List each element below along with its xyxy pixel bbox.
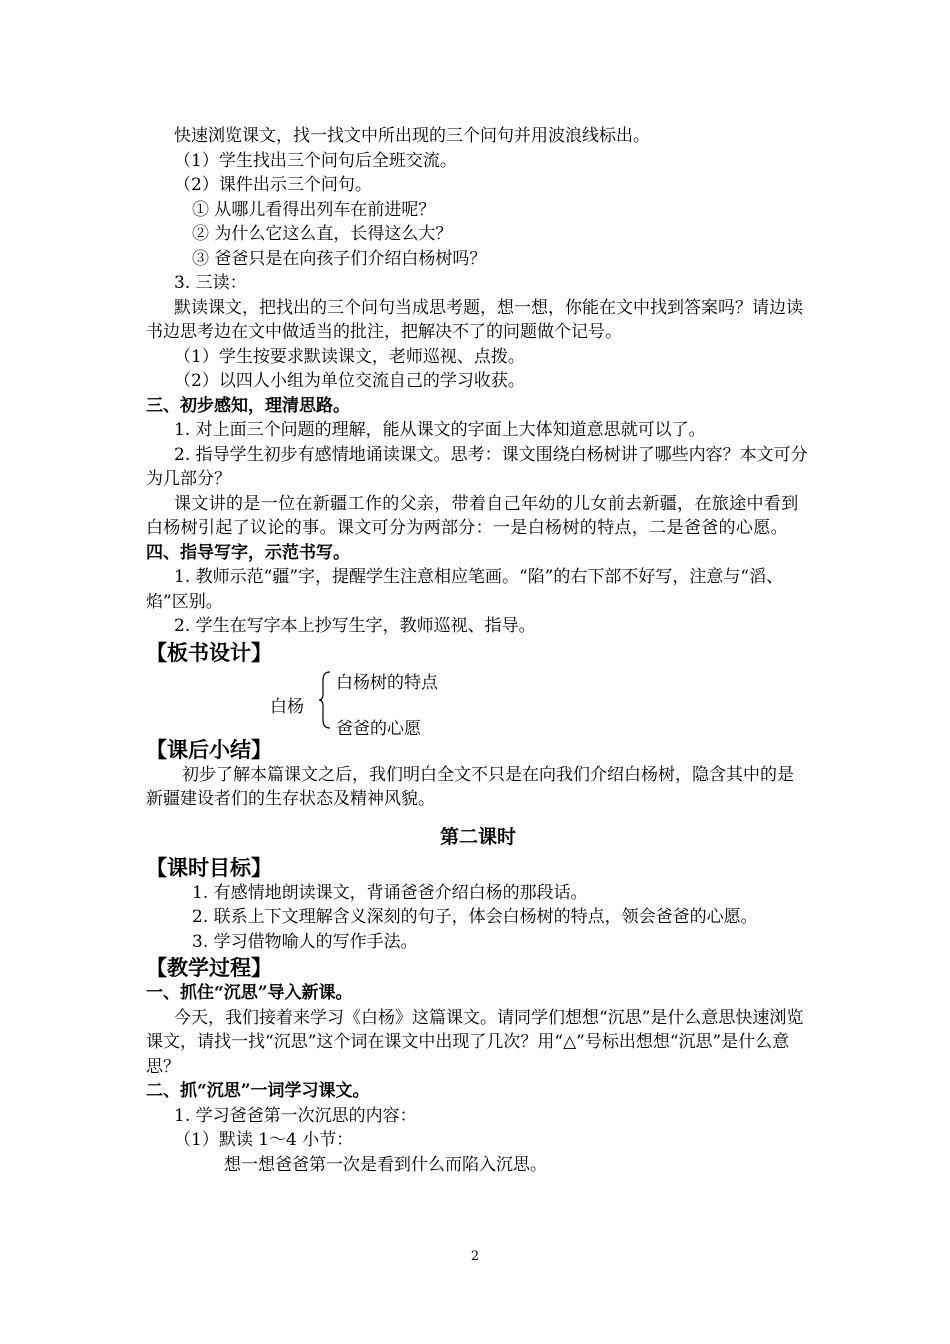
board-point: 爸爸的心愿: [336, 718, 421, 739]
section-title-goals: 【课时目标】: [146, 854, 272, 880]
section-heading: 一、抓住“沉思”导入新课。: [146, 983, 353, 1003]
board-design: [146, 666, 810, 739]
section-heading: 四、指导写字，示范书写。: [146, 542, 350, 563]
lesson-title: 第二课时: [439, 825, 516, 848]
paragraph: 初步了解本篇课文之后，我们明白全文不只是在向我们介绍白杨树，隐含其中的是新疆建设者们的生存状态及精神风貌。: [146, 764, 794, 809]
list-item: 3. 学习借物喻人的写作手法。: [192, 931, 418, 952]
list-item: 2. 学生在写字本上抄写生字，教师巡视、指导。: [174, 616, 536, 636]
section-title-board: 【板书设计】: [146, 639, 272, 665]
list-item: 1. 教师示范“疆”字，提醒学生注意相应笔画。“陷”的右下部不好写，注意与“滔、焰”区别。: [146, 567, 784, 612]
page-number: 2: [470, 1249, 480, 1264]
list-item: （2）以四人小组为单位交流自己的学习收获。: [174, 371, 525, 391]
paragraph: 默读课文，把找出的三个问句当成思考题，想一想，你能在文中找到答案吗？请边读书边思考边在文中做适当的批注，把解决不了的问题做个记号。: [146, 297, 803, 342]
section-title-process: 【教学过程】: [146, 955, 272, 980]
paragraph: 课文讲的是一位在新疆工作的父亲，带着自己年幼的儿女前去新疆，在旅途中看到白杨树引起了议论的事。课文可分为两部分：一是白杨树的特点，二是爸爸的心愿。: [146, 493, 799, 538]
section-heading: 三、初步感知，理清思路。: [146, 395, 350, 416]
paragraph: 快速浏览课文，找一找文中所出现的三个问句并用波浪线标出。: [174, 126, 650, 146]
question-item: ① 从哪儿看得出列车在前进呢？: [192, 199, 436, 220]
question-item: ② 为什么它这么直，长得这么大？: [192, 224, 453, 244]
list-item: 2. 指导学生初步有感情地诵读课文。思考：课文围绕白杨树讲了哪些内容？本文可分为几部分？: [146, 444, 808, 489]
list-item: （1）默读 1～4 小节：: [174, 1130, 354, 1150]
document-body: [146, 124, 810, 1177]
board-point: 白杨树的特点: [336, 672, 438, 693]
step-heading: 3. 三读：: [174, 273, 247, 293]
section-heading: 二、抓“沉思”一词学习课文。: [146, 1081, 370, 1101]
paragraph: 想一想爸爸第一次是看到什么而陷入沉思。: [224, 1154, 547, 1175]
list-item: （1）学生找出三个问句后全班交流。: [174, 150, 457, 171]
list-item: （1）学生按要求默读课文，老师巡视、点拨。: [174, 346, 525, 367]
brace-icon: [318, 670, 332, 730]
list-item: 1. 有感情地朗读课文，背诵爸爸介绍白杨的那段话。: [192, 882, 588, 903]
board-topic: 白杨: [270, 696, 304, 717]
question-item: ③ 爸爸只是在向孩子们介绍白杨树吗？: [192, 248, 487, 269]
list-item: （2）课件出示三个问句。: [174, 175, 372, 195]
list-item: 1. 学习爸爸第一次沉思的内容：: [174, 1105, 417, 1126]
section-title-summary: 【课后小结】: [146, 736, 272, 762]
paragraph: 今天，我们接着来学习《白杨》这篇课文。请同学们想想“沉思”是什么意思快速浏览课文，请找一找“沉思”这个词在课文中出现了几次？用“△”号标出想想“沉思”是什么意思？: [146, 1007, 804, 1077]
list-item: 2. 联系上下文理解含义深刻的句子，体会白杨树的特点，领会爸爸的心愿。: [192, 907, 758, 927]
list-item: 1. 对上面三个问题的理解，能从课文的字面上大体知道意思就可以了。: [174, 420, 706, 440]
